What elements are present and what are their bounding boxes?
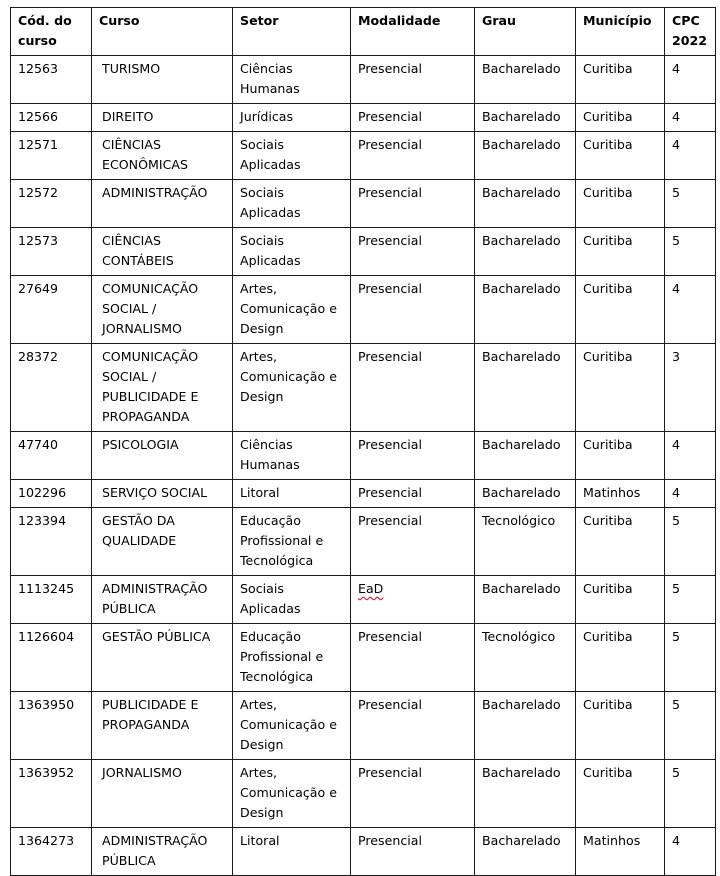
cell-grau: Bacharelado <box>475 760 576 828</box>
cell-codigo: 1113245 <box>11 576 92 624</box>
cell-modalidade: Presencial <box>351 508 475 576</box>
cell-modalidade: Presencial <box>351 276 475 344</box>
cell-modalidade: Presencial <box>351 432 475 480</box>
cell-curso: SERVIÇO SOCIAL <box>92 480 233 508</box>
cell-setor: Artes, Comunicação e Design <box>233 760 351 828</box>
cell-municipio: Curitiba <box>576 276 665 344</box>
header-cpc: CPC 2022 <box>665 8 716 56</box>
cell-curso: ADMINISTRAÇÃO PÚBLICA <box>92 576 233 624</box>
cell-grau: Bacharelado <box>475 56 576 104</box>
cell-cpc: 4 <box>665 432 716 480</box>
table-row <box>11 228 716 276</box>
cell-modalidade: Presencial <box>351 624 475 692</box>
cell-codigo: 12573 <box>11 228 92 276</box>
table-body <box>11 56 716 876</box>
cell-setor: Jurídicas <box>233 104 351 132</box>
cell-modalidade: Presencial <box>351 480 475 508</box>
courses-table <box>10 7 716 876</box>
header-codigo: Cód. do curso <box>11 8 92 56</box>
cell-cpc: 4 <box>665 828 716 876</box>
cell-municipio: Curitiba <box>576 344 665 432</box>
cell-grau: Bacharelado <box>475 692 576 760</box>
cell-setor: Sociais Aplicadas <box>233 228 351 276</box>
cell-curso: COMUNICAÇÃO SOCIAL / JORNALISMO <box>92 276 233 344</box>
cell-grau: Bacharelado <box>475 480 576 508</box>
table-row <box>11 828 716 876</box>
header-row <box>11 8 716 56</box>
cell-modalidade: Presencial <box>351 56 475 104</box>
cell-codigo: 28372 <box>11 344 92 432</box>
table-row <box>11 760 716 828</box>
cell-grau: Tecnológico <box>475 508 576 576</box>
table-row <box>11 132 716 180</box>
cell-municipio: Curitiba <box>576 692 665 760</box>
table-row <box>11 508 716 576</box>
cell-grau: Bacharelado <box>475 344 576 432</box>
cell-setor: Artes, Comunicação e Design <box>233 692 351 760</box>
cell-municipio: Curitiba <box>576 104 665 132</box>
cell-municipio: Curitiba <box>576 180 665 228</box>
cell-grau: Bacharelado <box>475 828 576 876</box>
cell-curso: PSICOLOGIA <box>92 432 233 480</box>
cell-curso: DIREITO <box>92 104 233 132</box>
cell-cpc: 4 <box>665 480 716 508</box>
cell-municipio: Matinhos <box>576 828 665 876</box>
header-setor: Setor <box>233 8 351 56</box>
cell-setor: Artes, Comunicação e Design <box>233 344 351 432</box>
cell-curso: CIÊNCIAS CONTÁBEIS <box>92 228 233 276</box>
cell-cpc: 5 <box>665 760 716 828</box>
table-row <box>11 480 716 508</box>
cell-codigo: 1364273 <box>11 828 92 876</box>
cell-codigo: 12563 <box>11 56 92 104</box>
cell-modalidade: Presencial <box>351 692 475 760</box>
cell-codigo: 102296 <box>11 480 92 508</box>
cell-curso: ADMINISTRAÇÃO PÚBLICA <box>92 828 233 876</box>
cell-grau: Bacharelado <box>475 576 576 624</box>
cell-setor: Artes, Comunicação e Design <box>233 276 351 344</box>
cell-grau: Tecnológico <box>475 624 576 692</box>
cell-codigo: 1126604 <box>11 624 92 692</box>
cell-curso: CIÊNCIAS ECONÔMICAS <box>92 132 233 180</box>
cell-modalidade: Presencial <box>351 228 475 276</box>
cell-codigo: 47740 <box>11 432 92 480</box>
cell-cpc: 4 <box>665 56 716 104</box>
cell-municipio: Matinhos <box>576 480 665 508</box>
cell-municipio: Curitiba <box>576 760 665 828</box>
header-grau: Grau <box>475 8 576 56</box>
cell-codigo: 123394 <box>11 508 92 576</box>
table-row <box>11 180 716 228</box>
cell-grau: Bacharelado <box>475 228 576 276</box>
table-row <box>11 276 716 344</box>
cell-codigo: 1363950 <box>11 692 92 760</box>
cell-cpc: 4 <box>665 104 716 132</box>
cell-setor: Educação Profissional e Tecnológica <box>233 624 351 692</box>
cell-municipio: Curitiba <box>576 56 665 104</box>
cell-municipio: Curitiba <box>576 228 665 276</box>
cell-cpc: 3 <box>665 344 716 432</box>
cell-modalidade: Presencial <box>351 344 475 432</box>
cell-modalidade: Presencial <box>351 104 475 132</box>
courses-table-container <box>10 7 716 876</box>
cell-setor: Ciências Humanas <box>233 432 351 480</box>
cell-municipio: Curitiba <box>576 132 665 180</box>
header-municipio: Município <box>576 8 665 56</box>
cell-cpc: 5 <box>665 228 716 276</box>
table-row <box>11 576 716 624</box>
cell-codigo: 12572 <box>11 180 92 228</box>
cell-cpc: 4 <box>665 132 716 180</box>
table-row <box>11 624 716 692</box>
cell-setor: Sociais Aplicadas <box>233 576 351 624</box>
cell-setor: Educação Profissional e Tecnológica <box>233 508 351 576</box>
cell-municipio: Curitiba <box>576 432 665 480</box>
cell-curso: GESTÃO PÚBLICA <box>92 624 233 692</box>
cell-curso: JORNALISMO <box>92 760 233 828</box>
cell-modalidade: EaD <box>351 576 475 624</box>
cell-grau: Bacharelado <box>475 104 576 132</box>
cell-municipio: Curitiba <box>576 624 665 692</box>
cell-setor: Sociais Aplicadas <box>233 180 351 228</box>
cell-curso: TURISMO <box>92 56 233 104</box>
cell-municipio: Curitiba <box>576 508 665 576</box>
cell-cpc: 4 <box>665 276 716 344</box>
table-row <box>11 344 716 432</box>
header-curso: Curso <box>92 8 233 56</box>
cell-municipio: Curitiba <box>576 576 665 624</box>
cell-setor: Litoral <box>233 480 351 508</box>
cell-grau: Bacharelado <box>475 276 576 344</box>
cell-curso: ADMINISTRAÇÃO <box>92 180 233 228</box>
cell-grau: Bacharelado <box>475 180 576 228</box>
header-modalidade: Modalidade <box>351 8 475 56</box>
cell-modalidade: Presencial <box>351 180 475 228</box>
cell-cpc: 5 <box>665 692 716 760</box>
cell-cpc: 5 <box>665 508 716 576</box>
table-row <box>11 56 716 104</box>
cell-codigo: 12566 <box>11 104 92 132</box>
cell-cpc: 5 <box>665 624 716 692</box>
cell-cpc: 5 <box>665 180 716 228</box>
cell-curso: GESTÃO DA QUALIDADE <box>92 508 233 576</box>
cell-modalidade: Presencial <box>351 760 475 828</box>
cell-grau: Bacharelado <box>475 432 576 480</box>
cell-codigo: 12571 <box>11 132 92 180</box>
cell-setor: Sociais Aplicadas <box>233 132 351 180</box>
cell-cpc: 5 <box>665 576 716 624</box>
cell-curso: COMUNICAÇÃO SOCIAL / PUBLICIDADE E PROPAGANDA <box>92 344 233 432</box>
table-row <box>11 432 716 480</box>
cell-curso: PUBLICIDADE E PROPAGANDA <box>92 692 233 760</box>
table-row <box>11 692 716 760</box>
cell-modalidade: Presencial <box>351 132 475 180</box>
cell-grau: Bacharelado <box>475 132 576 180</box>
cell-setor: Litoral <box>233 828 351 876</box>
table-row <box>11 104 716 132</box>
cell-modalidade: Presencial <box>351 828 475 876</box>
cell-codigo: 1363952 <box>11 760 92 828</box>
cell-codigo: 27649 <box>11 276 92 344</box>
cell-setor: Ciências Humanas <box>233 56 351 104</box>
